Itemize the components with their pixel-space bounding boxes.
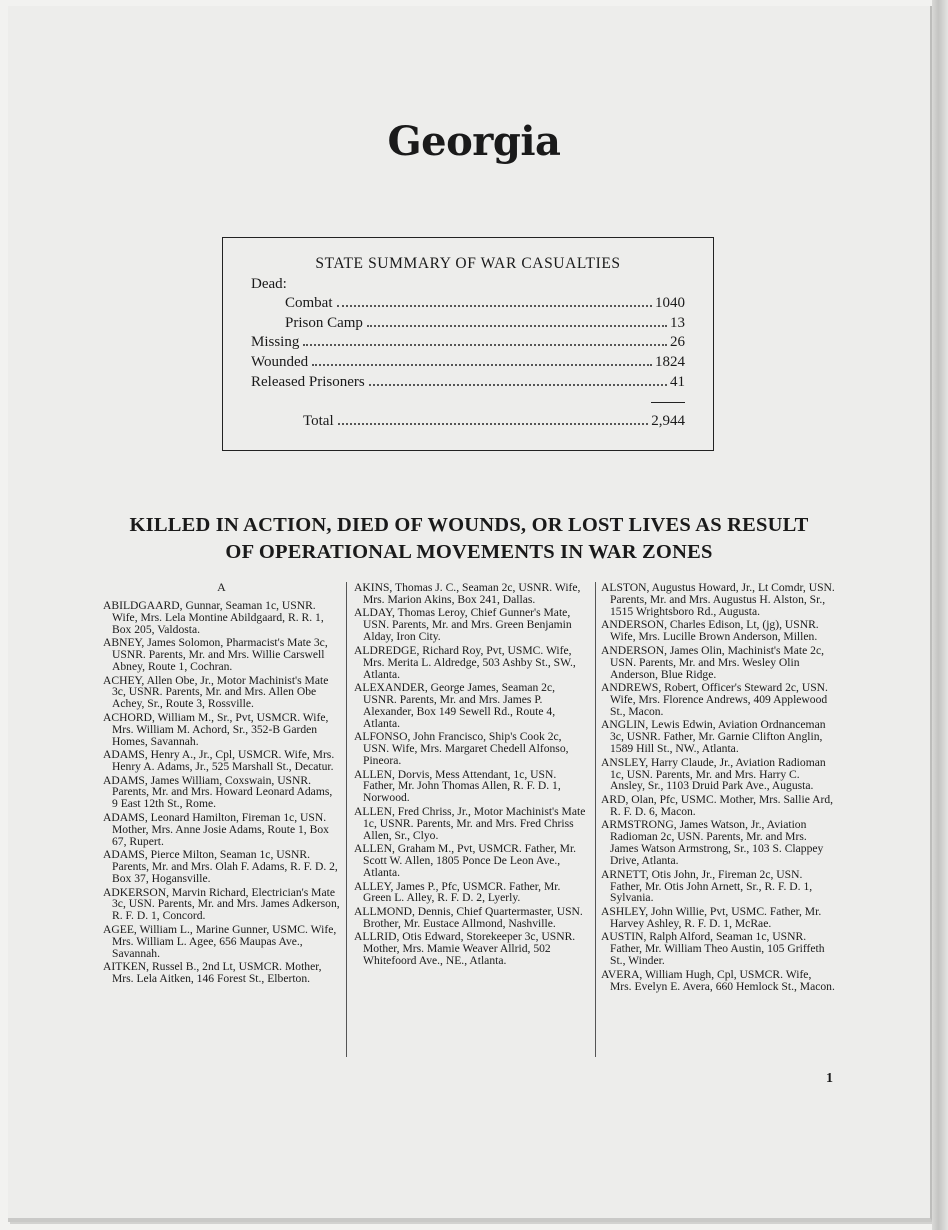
casualty-entry: ANDREWS, Robert, Officer's Steward 2c, USN. Wife, Mrs. Florence Andrews, 409 Applewood St., Macon. <box>601 681 828 718</box>
casualty-entry: ALLEN, Fred Chriss, Jr., Motor Machinist's Mate 1c, USNR. Parents, Mr. and Mrs. Fred Chriss Allen, Sr., Clyo. <box>354 804 586 842</box>
page-title: Georgia <box>387 118 561 165</box>
casualty-entry: ANDERSON, Charles Edison, Lt, (jg), USNR. Wife, Mrs. Lucille Brown Anderson, Millen. <box>601 618 819 644</box>
casualty-entry: ANSLEY, Harry Claude, Jr., Aviation Radioman 1c, USN. Parents, Mr. and Mrs. Harry C. Ansley, Sr., 1103 Druid Park Ave., Augusta. <box>601 755 826 793</box>
page-number: 1 <box>826 1071 833 1086</box>
casualty-entry: ALLEY, James P., Pfc, USMCR. Father, Mr. Green L. Alley, R. F. D. 2, Lyerly. <box>354 879 561 905</box>
summary-dead-label: Dead: <box>251 276 287 292</box>
casualty-entry: ALDAY, Thomas Leroy, Chief Gunner's Mate, USN. Parents, Mr. and Mrs. Green Benjamin Alday, Iron City. <box>354 606 572 644</box>
alphabet-letter: A <box>217 580 226 594</box>
casualty-entry: AKINS, Thomas J. C., Seaman 2c, USNR. Wife, Mrs. Marion Akins, Box 241, Dallas. <box>354 581 581 606</box>
summary-row-released-prisoners: Released Prisoners 41 <box>251 374 685 390</box>
summary-row-missing: Missing 26 <box>251 334 685 350</box>
casualty-entry: ABNEY, James Solomon, Pharmacist's Mate 3c, USNR. Parents, Mr. and Mrs. Willie Carswell Abney, Route 1, Cochran. <box>103 636 328 674</box>
casualty-entry: ALLRID, Otis Edward, Storekeeper 3c, USNR. Mother, Mrs. Mamie Weaver Allrid, 502 Whitefoord Ave., NE., Atlanta. <box>354 930 576 968</box>
casualty-entry: ANDERSON, James Olin, Machinist's Mate 2c, USN. Parents, Mr. and Mrs. Wesley Olin Anderson, Blue Ridge. <box>601 643 824 681</box>
casualty-entry: ADAMS, James William, Coxswain, USNR. Parents, Mr. and Mrs. Howard Leonard Adams, 9 East 12th St., Rome. <box>103 773 333 811</box>
casualty-entry: ANGLIN, Lewis Edwin, Aviation Ordnanceman 3c, USNR. Father, Mr. Garnie Clifton Anglin, 1589 Hill St., NW., Atlanta. <box>601 718 826 756</box>
casualty-column-3 <box>601 582 835 994</box>
casualty-entry: ADKERSON, Marvin Richard, Electrician's Mate 3c, USN. Parents, Mr. and Mrs. James Adkerson, R. F. D. 1, Concord. <box>103 885 340 923</box>
summary-row-wounded: Wounded 1824 <box>251 354 685 370</box>
casualty-entry: ARD, Olan, Pfc, USMC. Mother, Mrs. Sallie Ard, R. F. D. 6, Macon. <box>601 792 834 818</box>
summary-heading: STATE SUMMARY OF WAR CASUALTIES <box>315 255 621 272</box>
casualty-entry: ADAMS, Pierce Milton, Seaman 1c, USNR. Parents, Mr. and Mrs. Olah F. Adams, R. F. D. 2, Box 37, Hogansville. <box>103 848 338 885</box>
casualty-column-1 <box>103 582 340 987</box>
casualty-entry: AITKEN, Russel B., 2nd Lt, USMCR. Mother, Mrs. Lela Aitken, 146 Forest St., Elberton. <box>103 960 322 986</box>
casualty-entry: ALDREDGE, Richard Roy, Pvt, USMC. Wife, Mrs. Merita L. Aldredge, 503 Ashby St., SW., Atlanta. <box>354 643 576 681</box>
casualty-entry: AUSTIN, Ralph Alford, Seaman 1c, USNR. Father, Mr. William Theo Austin, 105 Griffeth St., Winder. <box>601 930 825 968</box>
summary-row-prison-camp: Prison Camp 13 <box>285 315 685 331</box>
casualty-entry: ALLEN, Dorvis, Mess Attendant, 1c, USN. Father, Mr. John Thomas Allen, R. F. D. 1, Norwood. <box>354 767 561 805</box>
casualty-entry: ALLMOND, Dennis, Chief Quartermaster, USN. Brother, Mr. Eustace Allmond, Nashville. <box>354 904 583 930</box>
casualty-entry: ACHORD, William M., Sr., Pvt, USMCR. Wife, Mrs. William M. Achord, Sr., 352-B Garden Homes, Savannah. <box>103 710 329 748</box>
casualty-entry: ABILDGAARD, Gunnar, Seaman 1c, USNR. Wife, Mrs. Lela Montine Abildgaard, R. R. 1, Box 205, Valdosta. <box>103 598 324 636</box>
section-heading: KILLED IN ACTION, DIED OF WOUNDS, OR LOST LIVES AS RESULT OF OPERATIONAL MOVEMENTS IN WAR ZONES <box>129 514 809 563</box>
page-edge <box>932 0 948 1230</box>
total-rule <box>651 402 685 403</box>
casualty-entry: ARMSTRONG, James Watson, Jr., Aviation Radioman 2c, USN. Parents, Mr. and Mrs. James Watson Armstrong, Sr., 103 S. Clappey Drive, Atlanta. <box>601 818 824 868</box>
casualty-entry: ALEXANDER, George James, Seaman 2c, USNR. Parents, Mr. and Mrs. James P. Alexander, Box 149 Sewell Rd., Route 4, Atlanta. <box>354 681 556 730</box>
casualty-entry: ALFONSO, John Francisco, Ship's Cook 2c, USN. Wife, Mrs. Margaret Chedell Alfonso, Pineora. <box>354 730 569 768</box>
casualty-entry: ALSTON, Augustus Howard, Jr., Lt Comdr, USN. Parents, Mr. and Mrs. Augustus H. Alston, Sr., 1515 Wrightsboro Rd., Augusta. <box>601 581 835 618</box>
casualty-summary-box <box>222 237 714 451</box>
casualty-entry: ARNETT, Otis John, Jr., Fireman 2c, USN. Father, Mr. Otis John Arnett, Sr., R. F. D. 1, Sylvania. <box>601 867 813 905</box>
casualty-entry: ADAMS, Leonard Hamilton, Fireman 1c, USN. Mother, Mrs. Anne Josie Adams, Route 1, Box 67, Rupert. <box>103 810 329 848</box>
casualty-entry: AVERA, William Hugh, Cpl, USMCR. Wife, Mrs. Evelyn E. Avera, 660 Hemlock St., Macon. <box>601 967 835 993</box>
casualty-entry: ALLEN, Graham M., Pvt, USMCR. Father, Mr. Scott W. Allen, 1805 Ponce De Leon Ave., Atlanta. <box>354 842 577 879</box>
casualty-column-2 <box>354 582 590 969</box>
casualty-entry: ADAMS, Henry A., Jr., Cpl, USMCR. Wife, Mrs. Henry A. Adams, Jr., 525 Marshall St., Decatur. <box>103 748 335 774</box>
casualty-entry: ASHLEY, John Willie, Pvt, USMC. Father, Mr. Harvey Ashley, R. F. D. 1, McRae. <box>601 904 822 930</box>
casualty-entry: AGEE, William L., Marine Gunner, USMC. Wife, Mrs. William L. Agee, 656 Maupas Ave., Savannah. <box>103 922 337 960</box>
summary-row-combat: Combat 1040 <box>285 295 685 311</box>
column-divider <box>346 582 347 1057</box>
summary-row-total: Total 2,944 <box>303 413 685 429</box>
casualty-entry: ACHEY, Allen Obe, Jr., Motor Machinist's Mate 3c, USNR. Parents, Mr. and Mrs. Allen Obe Achey, Sr., Route 3, Rossville. <box>103 673 329 711</box>
column-divider <box>595 582 596 1057</box>
